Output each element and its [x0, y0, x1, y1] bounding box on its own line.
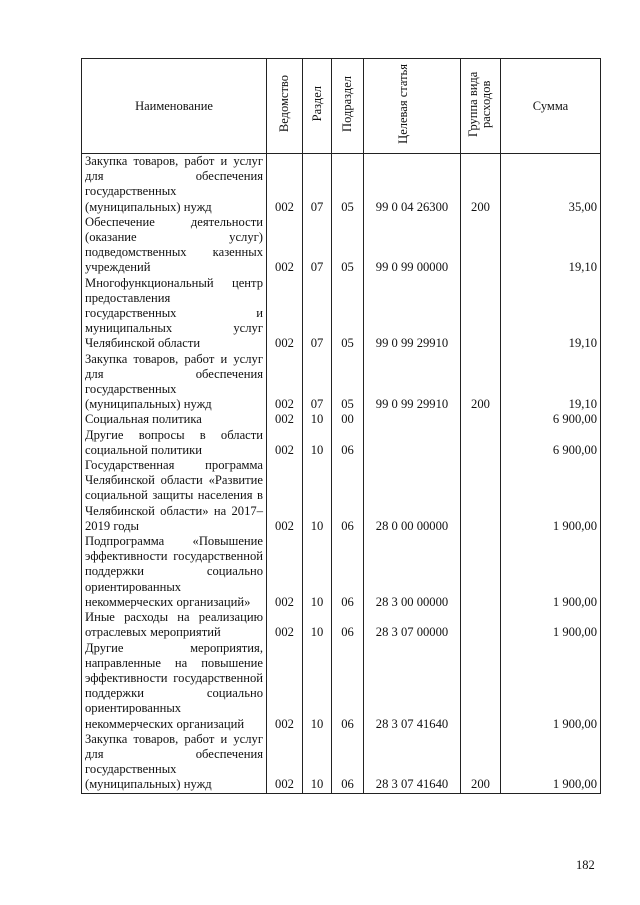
cell-group	[461, 276, 501, 352]
header-subsection: Подраздел	[332, 59, 364, 154]
cell-name: Социальная политика	[82, 412, 267, 427]
table-row	[82, 428, 601, 458]
table-row	[82, 154, 601, 215]
cell-dept: 002	[267, 428, 303, 458]
cell-subsection: 05	[332, 154, 364, 215]
cell-subsection: 05	[332, 352, 364, 413]
cell-subsection: 06	[332, 534, 364, 610]
cell-sum: 1 900,00	[501, 534, 601, 610]
cell-group	[461, 534, 501, 610]
cell-sum: 19,10	[501, 352, 601, 413]
cell-section: 07	[303, 154, 332, 215]
cell-section: 07	[303, 352, 332, 413]
cell-subsection: 06	[332, 732, 364, 793]
cell-dept: 002	[267, 412, 303, 427]
cell-sum: 1 900,00	[501, 458, 601, 534]
cell-group	[461, 458, 501, 534]
table-row	[82, 610, 601, 640]
cell-section: 10	[303, 610, 332, 640]
cell-target: 99 0 99 29910	[364, 276, 461, 352]
cell-sum: 19,10	[501, 276, 601, 352]
cell-target: 99 0 04 26300	[364, 154, 461, 215]
cell-dept: 002	[267, 352, 303, 413]
cell-subsection: 06	[332, 458, 364, 534]
table-row	[82, 352, 601, 413]
table-row	[82, 732, 601, 793]
cell-subsection: 00	[332, 412, 364, 427]
cell-subsection: 06	[332, 610, 364, 640]
header-section: Раздел	[303, 59, 332, 154]
cell-target	[364, 412, 461, 427]
page-number: 182	[576, 858, 595, 872]
cell-sum: 1 900,00	[501, 732, 601, 793]
cell-group	[461, 610, 501, 640]
cell-section: 10	[303, 534, 332, 610]
cell-section: 10	[303, 732, 332, 793]
cell-name: Обеспечение деятельности (оказание услуг) подведомственных казенных учреждений	[82, 215, 267, 276]
table-row	[82, 641, 601, 732]
header-sum: Сумма	[501, 59, 601, 154]
cell-section: 10	[303, 412, 332, 427]
cell-target	[364, 428, 461, 458]
cell-group	[461, 641, 501, 732]
cell-target: 28 3 07 41640	[364, 732, 461, 793]
cell-dept: 002	[267, 610, 303, 640]
cell-name: Другие вопросы в области социальной политики	[82, 428, 267, 458]
cell-target: 99 0 99 00000	[364, 215, 461, 276]
cell-subsection: 06	[332, 428, 364, 458]
header-dept: Ведомство	[267, 59, 303, 154]
cell-dept: 002	[267, 458, 303, 534]
cell-name: Закупка товаров, работ и услуг для обеспечения государственных (муниципальных) нужд	[82, 154, 267, 215]
table-row	[82, 458, 601, 534]
table-row	[82, 534, 601, 610]
cell-sum: 1 900,00	[501, 610, 601, 640]
cell-subsection: 06	[332, 641, 364, 732]
cell-group: 200	[461, 154, 501, 215]
cell-dept: 002	[267, 215, 303, 276]
cell-subsection: 05	[332, 276, 364, 352]
cell-section: 10	[303, 458, 332, 534]
cell-sum: 6 900,00	[501, 412, 601, 427]
table-row	[82, 215, 601, 276]
cell-name: Подпрограмма «Повышение эффективности государственной поддержки социально ориентированных некоммерческих организаций»	[82, 534, 267, 610]
cell-section: 07	[303, 276, 332, 352]
cell-target: 28 0 00 00000	[364, 458, 461, 534]
cell-group: 200	[461, 732, 501, 793]
cell-name: Закупка товаров, работ и услуг для обеспечения государственных (муниципальных) нужд	[82, 352, 267, 413]
cell-sum: 1 900,00	[501, 641, 601, 732]
table-row	[82, 412, 601, 427]
cell-name: Иные расходы на реализацию отраслевых мероприятий	[82, 610, 267, 640]
cell-group	[461, 412, 501, 427]
cell-sum: 19,10	[501, 215, 601, 276]
cell-subsection: 05	[332, 215, 364, 276]
cell-group	[461, 215, 501, 276]
table-row	[82, 276, 601, 352]
cell-section: 10	[303, 641, 332, 732]
cell-section: 07	[303, 215, 332, 276]
cell-group: 200	[461, 352, 501, 413]
cell-dept: 002	[267, 534, 303, 610]
cell-group	[461, 428, 501, 458]
cell-dept: 002	[267, 732, 303, 793]
cell-dept: 002	[267, 641, 303, 732]
cell-sum: 6 900,00	[501, 428, 601, 458]
cell-dept: 002	[267, 154, 303, 215]
cell-name: Государственная программа Челябинской области «Развитие социальной защиты населения в Челябинской области» на 2017–2019 годы	[82, 458, 267, 534]
cell-target: 28 3 07 00000	[364, 610, 461, 640]
cell-target: 28 3 00 00000	[364, 534, 461, 610]
budget-table	[81, 58, 601, 794]
header-target: Целевая статья	[364, 59, 461, 154]
cell-name: Другие мероприятия, направленные на повышение эффективности государственной поддержки социально ориентированных некоммерческих организаций	[82, 641, 267, 732]
cell-target: 28 3 07 41640	[364, 641, 461, 732]
cell-name: Многофункциональный центр предоставления государственных и муниципальных услуг Челябинской области	[82, 276, 267, 352]
header-group: Группа вида расходов	[461, 59, 501, 154]
cell-name: Закупка товаров, работ и услуг для обеспечения государственных (муниципальных) нужд	[82, 732, 267, 793]
cell-sum: 35,00	[501, 154, 601, 215]
cell-target: 99 0 99 29910	[364, 352, 461, 413]
cell-section: 10	[303, 428, 332, 458]
table-header-row	[82, 59, 601, 154]
header-name: Наименование	[82, 59, 267, 154]
cell-dept: 002	[267, 276, 303, 352]
